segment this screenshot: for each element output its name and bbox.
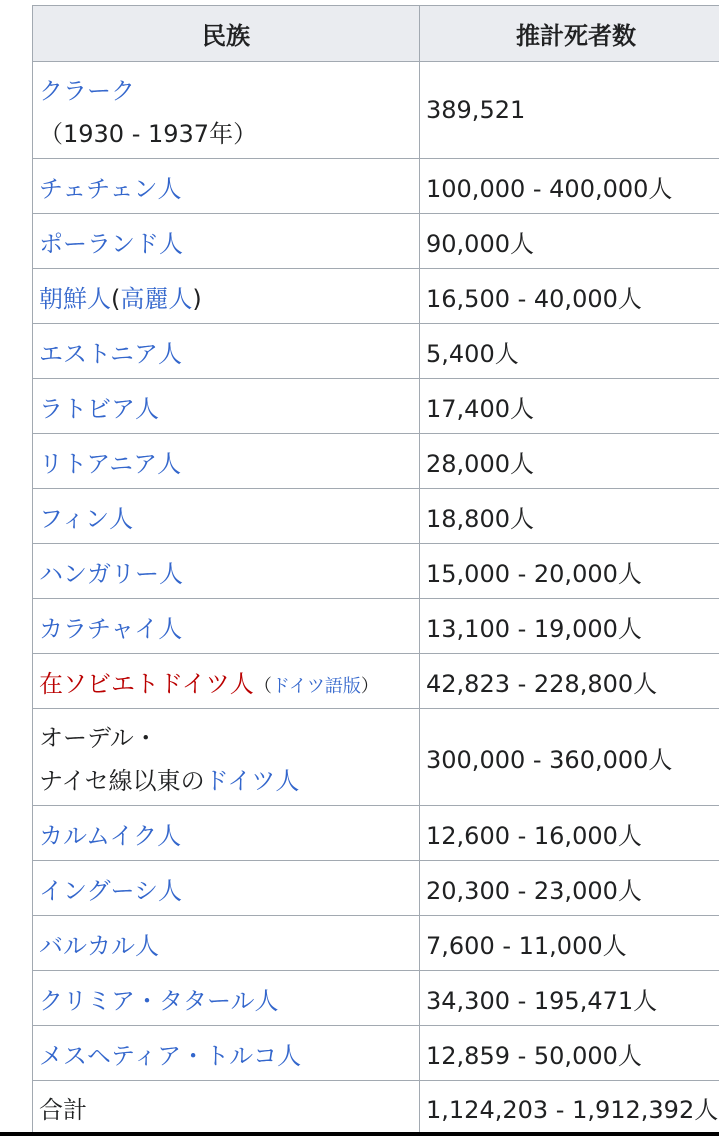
ethnicity-link[interactable]: チェチェン人 bbox=[39, 174, 182, 203]
ethnicity-link[interactable]: カラチャイ人 bbox=[39, 614, 183, 643]
ethnicity-cell bbox=[33, 1026, 420, 1081]
table-row bbox=[33, 324, 719, 379]
ethnicity-link[interactable]: ラトビア人 bbox=[39, 394, 159, 423]
ethnicity-link-goryeo[interactable]: 高麗人 bbox=[120, 284, 193, 313]
paren-open: ( bbox=[111, 284, 121, 313]
lang-paren-open: （ bbox=[253, 675, 272, 697]
deaths-cell: 7,600 - 11,000人 bbox=[420, 916, 719, 971]
deaths-cell: 100,000 - 400,000人 bbox=[420, 159, 719, 214]
ethnicity-link[interactable]: バルカル人 bbox=[39, 931, 159, 960]
ethnicity-link[interactable]: クラーク bbox=[39, 77, 135, 105]
ethnicity-cell bbox=[33, 159, 420, 214]
deaths-cell: 300,000 - 360,000人 bbox=[420, 709, 719, 806]
ethnicity-text-line2: ナイセ線以東の bbox=[39, 767, 205, 795]
paren-close: ) bbox=[192, 284, 202, 313]
deaths-cell: 5,400人 bbox=[420, 324, 719, 379]
ethnicity-link[interactable]: 朝鮮人 bbox=[39, 284, 111, 313]
bottom-edge-bar bbox=[0, 1132, 719, 1136]
ethnicity-link[interactable]: ハンガリー人 bbox=[39, 559, 183, 588]
ethnicity-link[interactable]: カルムイク人 bbox=[39, 821, 182, 850]
table-row bbox=[33, 916, 719, 971]
casualty-table bbox=[32, 5, 719, 1132]
table-row bbox=[33, 971, 719, 1026]
ethnicity-link[interactable]: クリミア・タタール人 bbox=[39, 986, 279, 1015]
table-row bbox=[33, 709, 719, 806]
ethnicity-link[interactable]: メスヘティア・トルコ人 bbox=[39, 1041, 302, 1070]
table-row bbox=[33, 861, 719, 916]
ethnicity-redlink[interactable]: 在ソビエトドイツ人 bbox=[39, 669, 254, 698]
header-ethnicity[interactable]: 民族 bbox=[33, 6, 420, 62]
table-row bbox=[33, 159, 719, 214]
ethnicity-cell bbox=[33, 62, 420, 159]
lang-paren-close: ） bbox=[360, 675, 379, 697]
deaths-cell: 18,800人 bbox=[420, 489, 719, 544]
ethnicity-cell bbox=[33, 971, 420, 1026]
deaths-cell: 12,859 - 50,000人 bbox=[420, 1026, 719, 1081]
total-deaths: 1,124,203 - 1,912,392人 bbox=[420, 1081, 719, 1133]
table-row bbox=[33, 599, 719, 654]
ethnicity-cell bbox=[33, 599, 420, 654]
ethnicity-text-line1: オーデル・ bbox=[39, 724, 158, 752]
total-row bbox=[33, 1081, 719, 1133]
deaths-cell: 28,000人 bbox=[420, 434, 719, 489]
ethnicity-cell bbox=[33, 434, 420, 489]
casualty-table-container bbox=[32, 5, 719, 1132]
table-row bbox=[33, 544, 719, 599]
deaths-cell: 13,100 - 19,000人 bbox=[420, 599, 719, 654]
total-label: 合計 bbox=[33, 1081, 420, 1133]
table-row bbox=[33, 62, 719, 159]
header-estimated-deaths[interactable]: 推計死者数 bbox=[420, 6, 719, 62]
ethnicity-cell bbox=[33, 806, 420, 861]
deaths-cell: 389,521 bbox=[420, 62, 719, 159]
table-row bbox=[33, 654, 719, 709]
table-header-row bbox=[33, 6, 719, 62]
deaths-cell: 16,500 - 40,000人 bbox=[420, 269, 719, 324]
deaths-cell: 15,000 - 20,000人 bbox=[420, 544, 719, 599]
ethnicity-cell bbox=[33, 324, 420, 379]
ethnicity-cell bbox=[33, 214, 420, 269]
deaths-cell: 12,600 - 16,000人 bbox=[420, 806, 719, 861]
ethnicity-cell bbox=[33, 654, 420, 709]
deaths-cell: 42,823 - 228,800人 bbox=[420, 654, 719, 709]
ethnicity-cell bbox=[33, 544, 420, 599]
deaths-cell: 20,300 - 23,000人 bbox=[420, 861, 719, 916]
deaths-cell: 90,000人 bbox=[420, 214, 719, 269]
ethnicity-link[interactable]: フィン人 bbox=[39, 504, 134, 533]
table-row bbox=[33, 1026, 719, 1081]
ethnicity-link[interactable]: ポーランド人 bbox=[39, 229, 183, 258]
period-note: （1930 - 1937年） bbox=[39, 120, 258, 148]
german-wiki-link[interactable]: ドイツ語版 bbox=[271, 675, 361, 697]
table-row bbox=[33, 434, 719, 489]
table-row bbox=[33, 379, 719, 434]
ethnicity-line2 bbox=[39, 761, 413, 796]
ethnicity-cell bbox=[33, 709, 420, 806]
table-row bbox=[33, 269, 719, 324]
ethnicity-cell bbox=[33, 861, 420, 916]
table-row bbox=[33, 489, 719, 544]
ethnicity-cell bbox=[33, 269, 420, 324]
deaths-cell: 17,400人 bbox=[420, 379, 719, 434]
table-row bbox=[33, 214, 719, 269]
ethnicity-link[interactable]: イングーシ人 bbox=[39, 876, 183, 905]
ethnicity-cell bbox=[33, 916, 420, 971]
ethnicity-link[interactable]: リトアニア人 bbox=[39, 449, 182, 478]
table-row bbox=[33, 806, 719, 861]
deaths-cell: 34,300 - 195,471人 bbox=[420, 971, 719, 1026]
ethnicity-link[interactable]: エストニア人 bbox=[39, 339, 183, 368]
ethnicity-cell bbox=[33, 489, 420, 544]
ethnicity-cell bbox=[33, 379, 420, 434]
ethnicity-link[interactable]: ドイツ人 bbox=[204, 767, 300, 795]
